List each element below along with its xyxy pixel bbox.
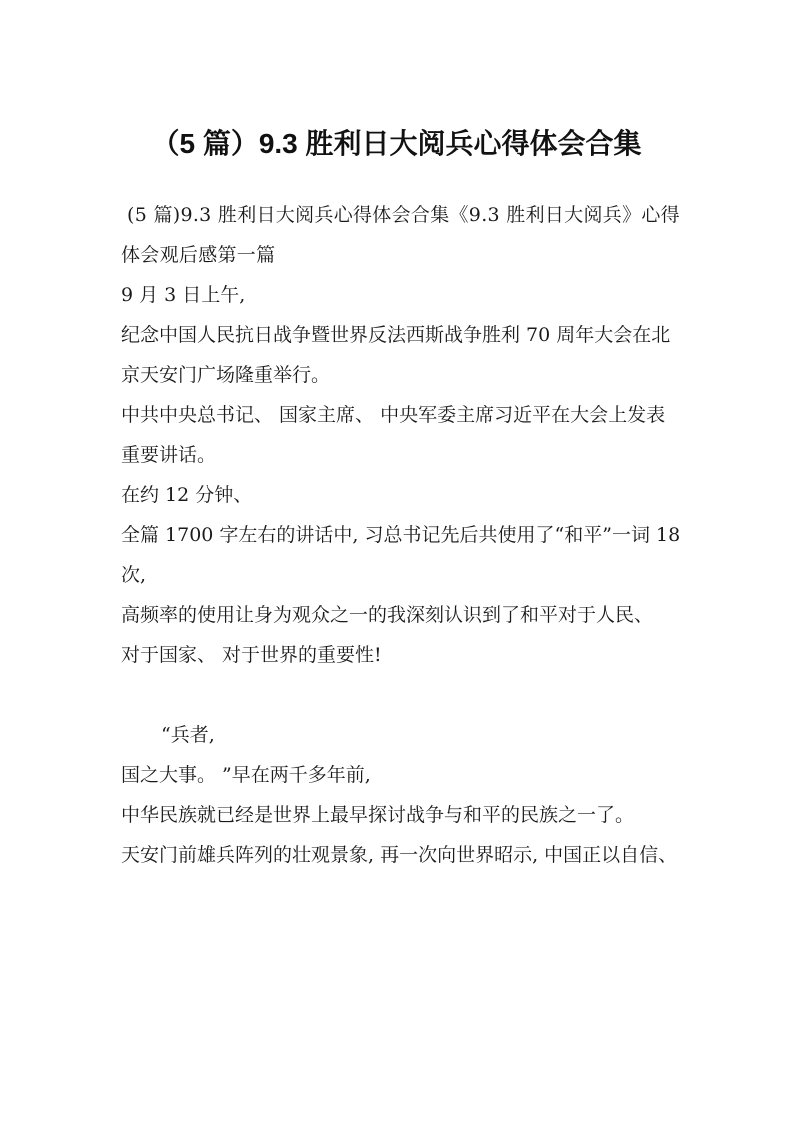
- body-line: 纪念中国人民抗日战争暨世界反法西斯战争胜利 70 周年大会在北京天安门广场隆重举行。: [121, 324, 671, 386]
- body-line: 全篇 1700 字左右的讲话中, 习总书记先后共使用了“和平”一词 18 次,: [121, 524, 687, 586]
- body-line: 高频率的使用让身为观众之一的我深刻认识到了和平对于人民、: [121, 604, 654, 626]
- paragraph-gap: [121, 675, 681, 715]
- body-line: 对于国家、 对于世界的重要性!: [121, 644, 382, 666]
- body-line: 中华民族就已经是世界上最早探讨战争与和平的民族之一了。: [121, 804, 635, 826]
- body-line: 中共中央总书记、 国家主席、 中央军委主席习近平在大会上发表重要讲话。: [121, 404, 666, 466]
- document-title: （5 篇）9.3 胜利日大阅兵心得体会合集: [151, 128, 642, 159]
- body-line: 在约 12 分钟、: [121, 484, 253, 506]
- body-line: “兵者,: [161, 724, 215, 746]
- body-line: 天安门前雄兵阵列的壮观景象, 再一次向世界昭示, 中国正以自信、: [121, 844, 678, 866]
- body-line: 国之大事。 ”早在两千多年前,: [121, 764, 371, 786]
- document-body: [121, 195, 687, 875]
- intro-paragraph: (5 篇)9.3 胜利日大阅兵心得体会合集《9.3 胜利日大阅兵》心得体会观后感第一篇: [121, 204, 680, 266]
- body-line: 9 月 3 日上午,: [121, 284, 246, 306]
